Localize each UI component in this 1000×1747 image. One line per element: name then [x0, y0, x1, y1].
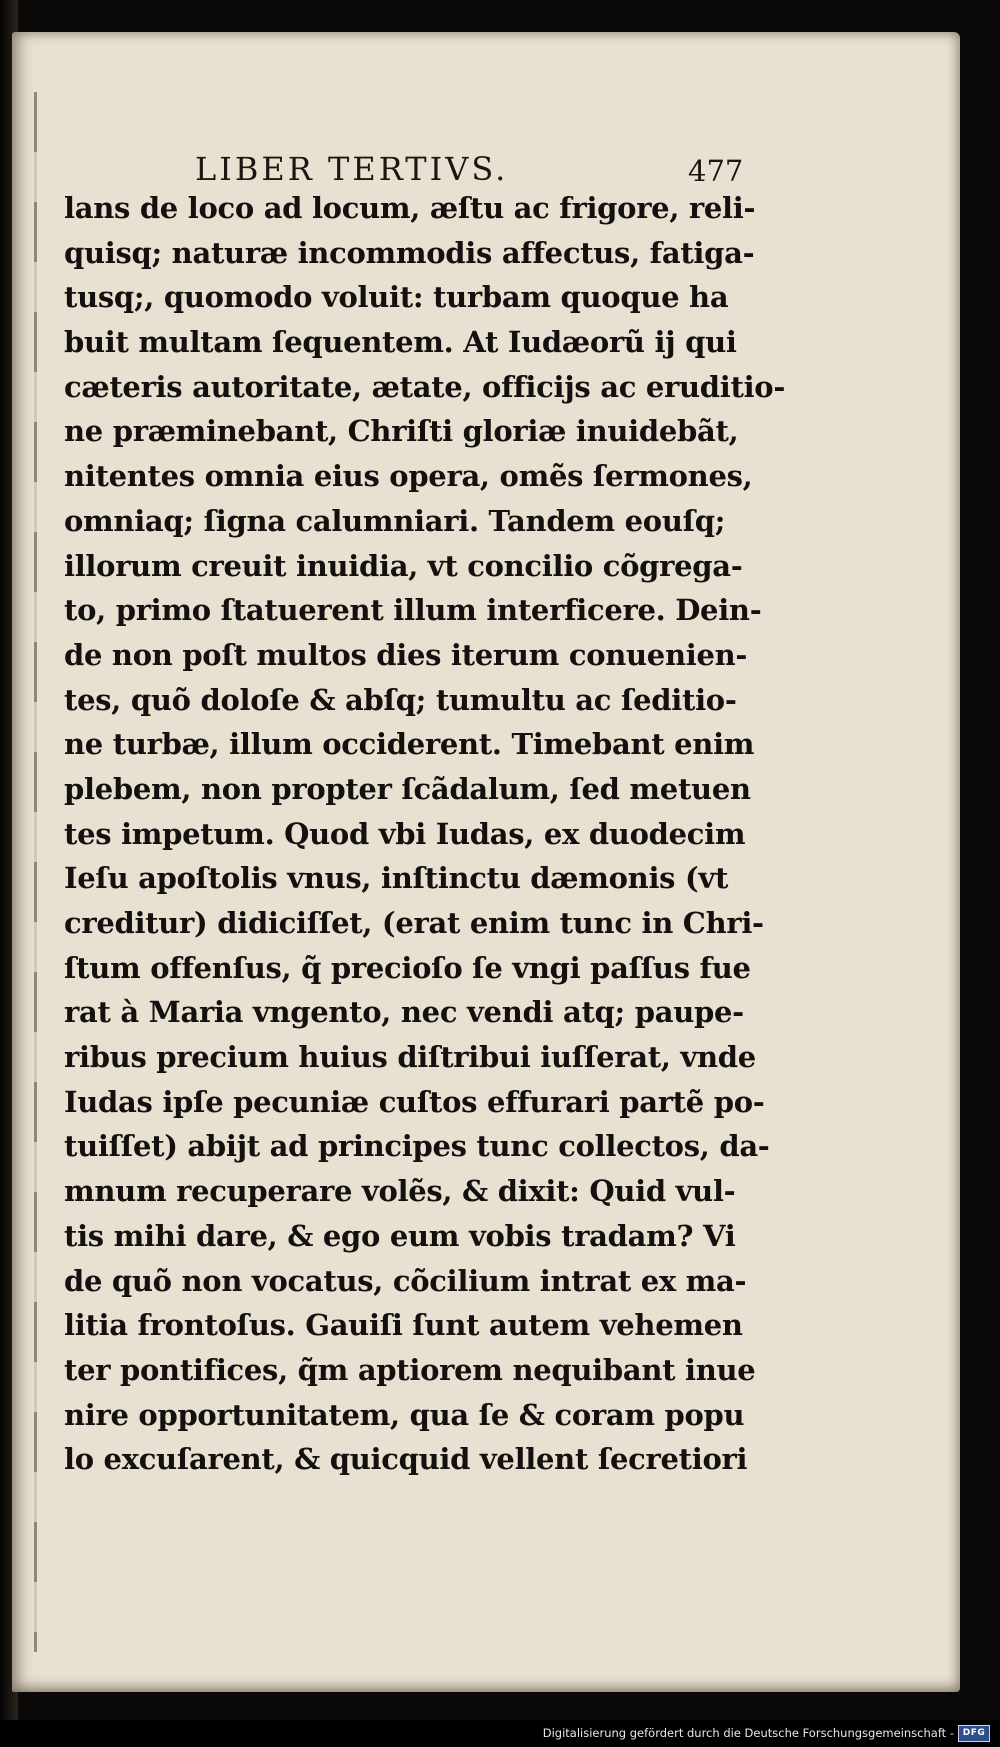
text-line: tes, quõ doloſe & abſq; tumultu ac ſeditio- [64, 682, 737, 717]
page-gutter-stain [34, 92, 37, 1652]
text-line: tusq;, quomodo voluit: turbam quoque ha [64, 280, 729, 315]
dfg-logo-icon[interactable]: DFG [958, 1725, 990, 1742]
running-head-title: LIBER TERTIVS. [195, 150, 509, 188]
text-line: plebem, non propter ſcãdalum, ſed metuen [64, 771, 751, 806]
text-line: de quõ non vocatus, cõcilium intrat ex ma- [64, 1263, 747, 1298]
text-line: ne turbæ, illum occiderent. Timebant enim [64, 727, 755, 762]
text-line: ribus precium huius diſtribui iuſſerat, vnde [64, 1040, 756, 1075]
text-line: tis mihi dare, & ego eum vobis tradam? Vi [64, 1218, 736, 1253]
text-line: cæteris autoritate, ætate, officijs ac eruditio- [64, 369, 786, 404]
text-line: ſtum offenſus, q̃ precioſo ſe vngi paſſus fue [64, 950, 751, 985]
text-line: lo excuſarent, & quicquid vellent ſecretiori [64, 1442, 748, 1477]
text-line: Iudas ipſe pecuniæ cuſtos effurari partẽ po- [64, 1084, 765, 1119]
text-line: tuiſſet) abijt ad principes tunc collectos, da- [64, 1129, 770, 1164]
text-line: rat à Maria vngento, nec vendi atq; paupe- [64, 995, 744, 1030]
body-text [64, 186, 786, 1482]
text-line: de non poſt multos dies iterum conuenien- [64, 637, 748, 672]
text-line: ter pontifices, q̃m aptiorem nequibant inue [64, 1352, 756, 1387]
text-line: mnum recuperare volẽs, & dixit: Quid vul- [64, 1174, 736, 1209]
footer-bar [0, 1720, 1000, 1747]
text-line: buit multam ſequentem. At Iudæorũ ij qui [64, 325, 737, 360]
text-line: litia frontoſus. Gauiſi ſunt autem vehemen [64, 1308, 743, 1343]
text-line: omniaq; ſigna calumniari. Tandem eouſq; [64, 503, 726, 538]
funding-notice: Digitalisierung gefördert durch die Deutsche Forschungsgemeinschaft - [542, 1726, 954, 1740]
text-line: Ieſu apoſtolis vnus, inſtinctu dæmonis (vt [64, 861, 729, 896]
text-line: tes impetum. Quod vbi Iudas, ex duodecim [64, 816, 746, 851]
page-number: 477 [688, 154, 744, 188]
text-line: nitentes omnia eius opera, omẽs ſermones, [64, 459, 753, 494]
book-page [12, 32, 960, 1692]
text-line: lans de loco ad locum, æſtu ac frigore, reli- [64, 191, 756, 225]
text-line: illorum creuit inuidia, vt concilio cõgrega- [64, 548, 743, 583]
text-line: ne præminebant, Chriſti gloriæ inuidebãt, [64, 414, 739, 449]
text-line: creditur) didiciſſet, (erat enim tunc in Chri- [64, 906, 764, 940]
running-head [12, 150, 960, 190]
text-line: to, primo ſtatuerent illum interficere. Dein- [64, 593, 762, 628]
text-line: nire opportunitatem, qua ſe & coram popu [64, 1397, 745, 1432]
text-line: quisq; naturæ incommodis affectus, fatiga- [64, 235, 755, 270]
